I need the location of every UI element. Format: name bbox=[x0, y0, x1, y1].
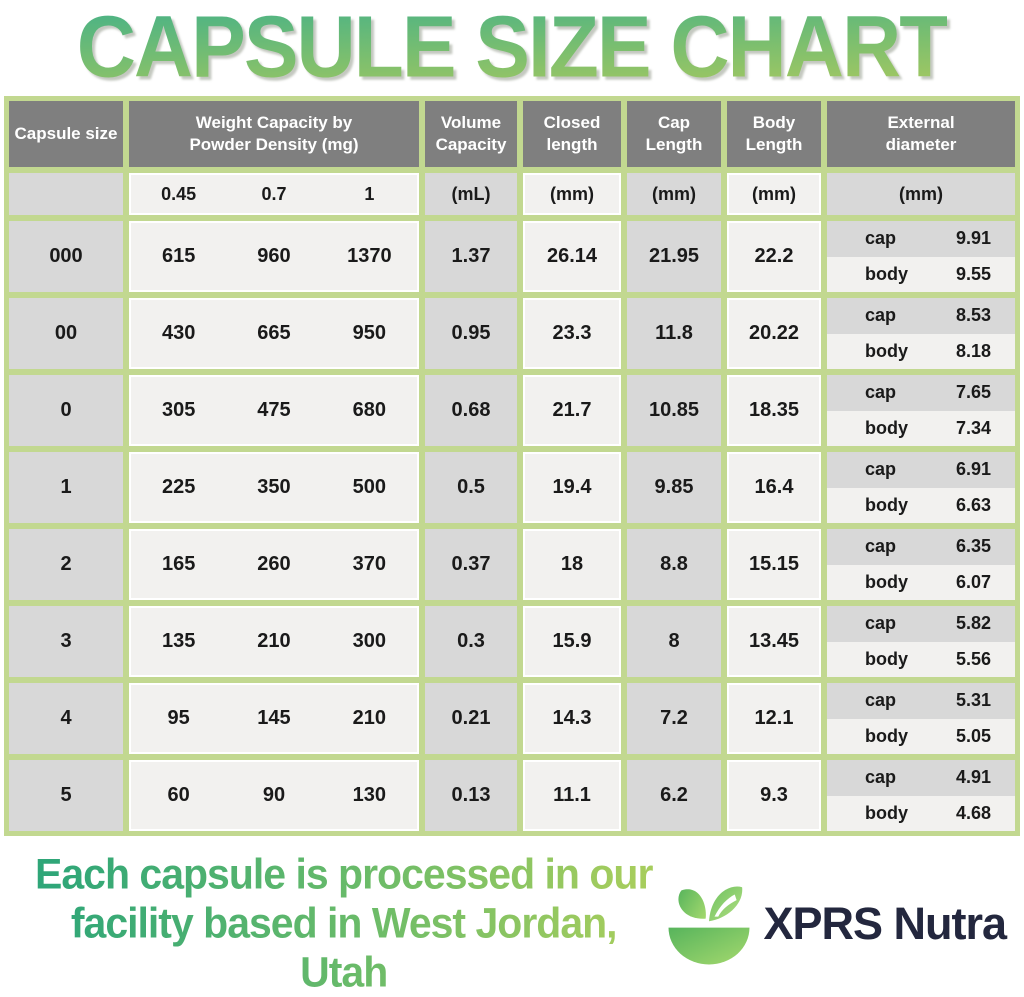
brand-name: XPRS Nutra bbox=[763, 897, 1006, 949]
volume-cell: 1.37 bbox=[425, 221, 517, 292]
body-length-cell: 15.15 bbox=[727, 529, 821, 600]
closed-length-cell: 18 bbox=[523, 529, 621, 600]
body-length-cell: 13.45 bbox=[727, 606, 821, 677]
ext-body-subrow: body 7.34 bbox=[827, 411, 1015, 447]
table-row-4 bbox=[9, 683, 1015, 754]
mortar-leaves-icon bbox=[663, 878, 755, 970]
size-cell: 4 bbox=[9, 683, 123, 754]
cap-length-cell: 11.8 bbox=[627, 298, 721, 369]
cap-length-cell: 10.85 bbox=[627, 375, 721, 446]
table-row-3 bbox=[9, 606, 1015, 677]
unit-closed: (mm) bbox=[523, 173, 621, 215]
volume-cell: 0.95 bbox=[425, 298, 517, 369]
ext-cap-subrow: cap 6.91 bbox=[827, 452, 1015, 488]
table-row-1 bbox=[9, 452, 1015, 523]
weight-cell: 95 145 210 bbox=[129, 683, 419, 754]
external-diameter-cell bbox=[827, 529, 1015, 600]
closed-length-cell: 14.3 bbox=[523, 683, 621, 754]
header-capsule-size: Capsule size bbox=[9, 101, 123, 167]
external-diameter-cell bbox=[827, 298, 1015, 369]
body-length-cell: 22.2 bbox=[727, 221, 821, 292]
ext-cap-subrow: cap 5.31 bbox=[827, 683, 1015, 719]
table-row-5 bbox=[9, 760, 1015, 831]
table-header-row bbox=[9, 101, 1015, 167]
unit-volume: (mL) bbox=[425, 173, 517, 215]
header-closed-length: Closed length bbox=[523, 101, 621, 167]
closed-length-cell: 21.7 bbox=[523, 375, 621, 446]
closed-length-cell: 26.14 bbox=[523, 221, 621, 292]
unit-capsule-size-blank bbox=[9, 173, 123, 215]
header-cap-length: Cap Length bbox=[627, 101, 721, 167]
weight-cell: 225 350 500 bbox=[129, 452, 419, 523]
external-diameter-cell bbox=[827, 375, 1015, 446]
unit-densities: 0.45 0.7 1 bbox=[129, 173, 419, 215]
unit-ext: (mm) bbox=[827, 173, 1015, 215]
closed-length-cell: 15.9 bbox=[523, 606, 621, 677]
size-cell: 1 bbox=[9, 452, 123, 523]
weight-cell: 135 210 300 bbox=[129, 606, 419, 677]
external-diameter-cell bbox=[827, 760, 1015, 831]
cap-length-cell: 7.2 bbox=[627, 683, 721, 754]
table-row-00 bbox=[9, 298, 1015, 369]
volume-cell: 0.13 bbox=[425, 760, 517, 831]
volume-cell: 0.68 bbox=[425, 375, 517, 446]
ext-body-subrow: body 6.07 bbox=[827, 565, 1015, 601]
title-bar bbox=[0, 0, 1024, 96]
footer bbox=[0, 850, 1024, 996]
size-cell: 5 bbox=[9, 760, 123, 831]
ext-cap-subrow: cap 5.82 bbox=[827, 606, 1015, 642]
weight-cell: 60 90 130 bbox=[129, 760, 419, 831]
unit-body: (mm) bbox=[727, 173, 821, 215]
footer-tagline bbox=[24, 850, 663, 997]
footer-tagline-line2: facility based in West Jordan, Utah bbox=[70, 899, 617, 996]
body-length-cell: 12.1 bbox=[727, 683, 821, 754]
cap-length-cell: 6.2 bbox=[627, 760, 721, 831]
size-cell: 0 bbox=[9, 375, 123, 446]
ext-body-subrow: body 6.63 bbox=[827, 488, 1015, 524]
closed-length-cell: 23.3 bbox=[523, 298, 621, 369]
table-units-row bbox=[9, 173, 1015, 215]
cap-length-cell: 21.95 bbox=[627, 221, 721, 292]
page-title: CAPSULE SIZE CHART bbox=[77, 0, 948, 98]
weight-cell: 165 260 370 bbox=[129, 529, 419, 600]
ext-body-subrow: body 8.18 bbox=[827, 334, 1015, 370]
external-diameter-cell bbox=[827, 452, 1015, 523]
ext-cap-subrow: cap 8.53 bbox=[827, 298, 1015, 334]
body-length-cell: 18.35 bbox=[727, 375, 821, 446]
weight-cell: 305 475 680 bbox=[129, 375, 419, 446]
table-row-000 bbox=[9, 221, 1015, 292]
weight-cell: 430 665 950 bbox=[129, 298, 419, 369]
header-body-length: Body Length bbox=[727, 101, 821, 167]
volume-cell: 0.5 bbox=[425, 452, 517, 523]
capsule-size-table bbox=[4, 96, 1020, 836]
table-row-2 bbox=[9, 529, 1015, 600]
ext-cap-subrow: cap 6.35 bbox=[827, 529, 1015, 565]
header-weight-capacity: Weight Capacity by Powder Density (mg) bbox=[129, 101, 419, 167]
external-diameter-cell bbox=[827, 221, 1015, 292]
size-cell: 3 bbox=[9, 606, 123, 677]
volume-cell: 0.37 bbox=[425, 529, 517, 600]
ext-cap-subrow: cap 7.65 bbox=[827, 375, 1015, 411]
ext-cap-subrow: cap 9.91 bbox=[827, 221, 1015, 257]
ext-body-subrow: body 4.68 bbox=[827, 796, 1015, 832]
external-diameter-cell bbox=[827, 683, 1015, 754]
header-external-diameter: External diameter bbox=[827, 101, 1015, 167]
size-cell: 000 bbox=[9, 221, 123, 292]
volume-cell: 0.21 bbox=[425, 683, 517, 754]
closed-length-cell: 19.4 bbox=[523, 452, 621, 523]
external-diameter-cell bbox=[827, 606, 1015, 677]
size-cell: 00 bbox=[9, 298, 123, 369]
ext-body-subrow: body 9.55 bbox=[827, 257, 1015, 293]
body-length-cell: 16.4 bbox=[727, 452, 821, 523]
header-volume-capacity: Volume Capacity bbox=[425, 101, 517, 167]
unit-cap: (mm) bbox=[627, 173, 721, 215]
size-cell: 2 bbox=[9, 529, 123, 600]
cap-length-cell: 8.8 bbox=[627, 529, 721, 600]
table-row-0 bbox=[9, 375, 1015, 446]
brand-logo bbox=[663, 878, 1006, 970]
cap-length-cell: 8 bbox=[627, 606, 721, 677]
volume-cell: 0.3 bbox=[425, 606, 517, 677]
ext-cap-subrow: cap 4.91 bbox=[827, 760, 1015, 796]
ext-body-subrow: body 5.05 bbox=[827, 719, 1015, 755]
ext-body-subrow: body 5.56 bbox=[827, 642, 1015, 678]
footer-tagline-line1: Each capsule is processed in our bbox=[35, 850, 653, 899]
cap-length-cell: 9.85 bbox=[627, 452, 721, 523]
weight-cell: 615 960 1370 bbox=[129, 221, 419, 292]
body-length-cell: 20.22 bbox=[727, 298, 821, 369]
closed-length-cell: 11.1 bbox=[523, 760, 621, 831]
body-length-cell: 9.3 bbox=[727, 760, 821, 831]
